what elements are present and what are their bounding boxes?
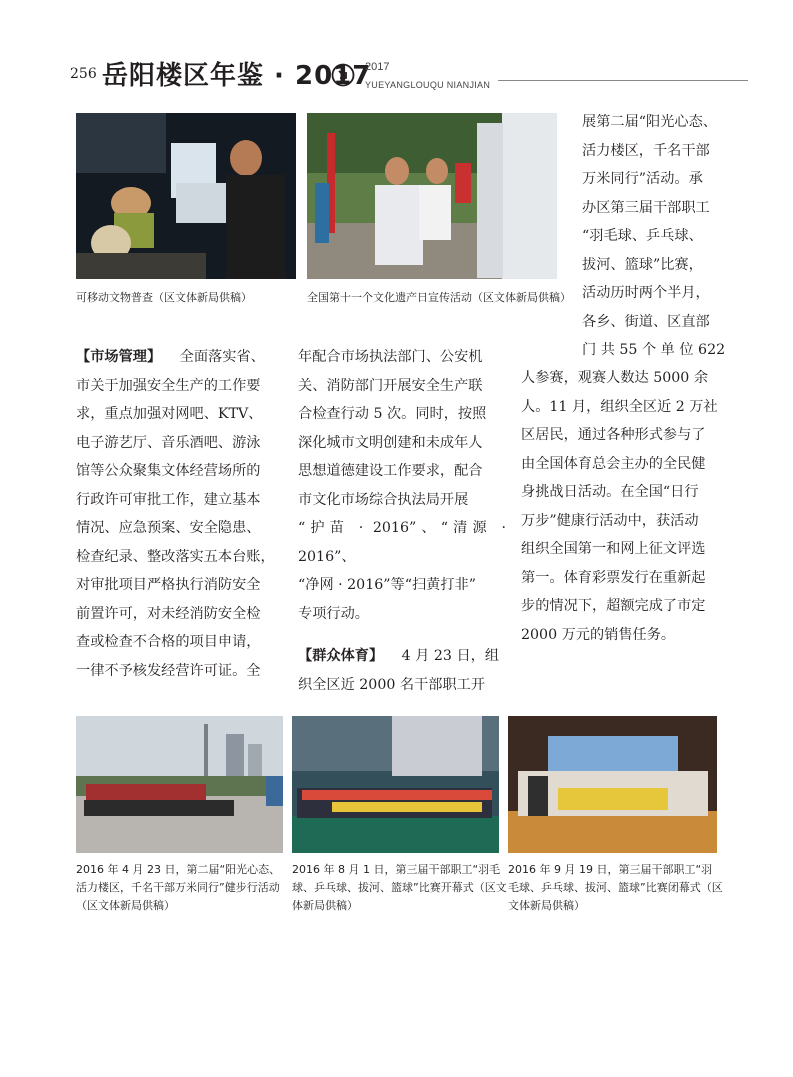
photo-artifact-survey xyxy=(76,113,296,279)
photo-caption: 全国第十一个文化遗产日宣传活动（区文体新局供稿） xyxy=(307,291,571,304)
text-line: 各乡、街道、区直部 xyxy=(582,313,710,330)
photo-walking-event xyxy=(76,716,283,853)
text-line: 市文化市场综合执法局开展 xyxy=(298,491,469,508)
text-line xyxy=(298,642,506,671)
text-line: 身挑战日活动。在全国“日行 xyxy=(521,484,699,500)
photo-opening-ceremony xyxy=(292,716,499,853)
text-line: 行政许可审批工作，建立基本 xyxy=(76,491,261,508)
text-line: “净网 · 2016”等“扫黄打非” xyxy=(298,577,476,593)
text-line: 第一。体育彩票发行在重新起 xyxy=(521,569,706,586)
section-heading-sports: 【群众体育】 xyxy=(298,648,384,664)
text-line: 由全国体育总会主办的全民健 xyxy=(521,455,706,472)
photo-caption: 2016 年 8 月 1 日，第三届干部职工“羽毛球、乒乓球、拔河、篮球”比赛开幕式（区文体新局供稿） xyxy=(292,863,507,912)
photo-caption: 2016 年 4 月 23 日，第二届“阳光心态、活力楼区，千名干部万米同行”健步行活动（区文体新局供稿） xyxy=(76,863,281,912)
photo-heritage-day xyxy=(307,113,557,279)
text-line: 年配合市场执法部门、公安机 xyxy=(298,349,483,365)
text-line: 查或检查不合格的项目申请， xyxy=(76,634,261,650)
text-line: 检查纪录、整改落实五本台账， xyxy=(76,548,275,565)
text-line: 专项行动。 xyxy=(298,605,369,622)
text-line: 情况、应急预案、安全隐患、 xyxy=(76,520,261,536)
text-run: 全面落实省、 xyxy=(179,349,265,365)
header-pinyin: YUEYANGLOUQU NIANJIAN xyxy=(365,80,491,90)
text-line: 步的情况下，超额完成了市定 xyxy=(521,598,706,614)
text-line: 深化城市文明创建和未成年人 xyxy=(298,434,483,451)
section-heading-market: 【市场管理】 xyxy=(76,349,162,365)
text-line: 展第二届“阳光心态、 xyxy=(582,114,717,130)
text-line: 拔河、篮球”比赛， xyxy=(582,256,703,273)
text-line: “护苗 · 2016”、“清源 · 2016”、 xyxy=(298,520,506,565)
text-line: 办区第三届干部职工 xyxy=(582,199,710,216)
photo-closing-ceremony xyxy=(508,716,717,853)
text-line: 人。11 月，组织全区近 2 万社 xyxy=(521,398,718,415)
text-run: 4 月 23 日，组 xyxy=(401,648,500,664)
text-line: 思想道德建设工作要求，配合 xyxy=(298,463,483,479)
text-line: 前置许可，对未经消防安全检 xyxy=(76,605,261,622)
text-line: 市关于加强安全生产的工作要 xyxy=(76,377,261,394)
middle-column xyxy=(298,343,506,699)
header-rule xyxy=(498,80,748,81)
text-line: 万步”健康行活动中，获活动 xyxy=(521,512,699,529)
photo-caption: 可移动文物普查（区文体新局供稿） xyxy=(76,291,252,304)
text-line: 人参赛，观赛人数达 5000 余 xyxy=(521,370,709,386)
header-year: 2017 xyxy=(365,61,390,73)
text-line: 求，重点加强对网吧、KTV、 xyxy=(76,406,263,422)
down-arrow-circle-icon xyxy=(331,63,355,87)
right-column-top xyxy=(582,108,749,365)
text-line: 区居民，通过各种形式参与了 xyxy=(521,427,706,443)
text-line: 组织全国第一和网上征文评选 xyxy=(521,541,706,557)
text-line: 活动历时两个半月， xyxy=(582,285,710,301)
text-line: 活力楼区，千名干部 xyxy=(582,142,710,159)
text-line: 织全区近 2000 名干部职工开 xyxy=(298,676,486,693)
text-line: 馆等公众聚集文体经营场所的 xyxy=(76,463,261,479)
text-line: 一律不予核发经营许可证。全 xyxy=(76,662,261,679)
page-number: 256 xyxy=(70,66,97,82)
paragraph-gap xyxy=(298,628,506,642)
photo-caption: 2016 年 9 月 19 日，第三届干部职工“羽毛球、乒乓球、拔河、篮球”比赛闭幕式（区文体新局供稿） xyxy=(508,863,723,912)
text-line: 关、消防部门开展安全生产联 xyxy=(298,377,483,394)
text-line: 万米同行”活动。承 xyxy=(582,171,703,187)
text-line: 2000 万元的销售任务。 xyxy=(521,626,676,643)
text-line: “羽毛球、乒乓球、 xyxy=(582,228,703,244)
text-line: 门 共 55 个 单 位 622 xyxy=(582,342,726,358)
text-line: 对审批项目严格执行消防安全 xyxy=(76,577,261,593)
text-line: 合检查行动 5 次。同时，按照 xyxy=(298,406,487,422)
left-column xyxy=(76,343,284,685)
book-title: 岳阳楼区年鉴 · 2017 xyxy=(102,61,372,91)
right-column-bottom xyxy=(521,364,749,649)
text-line: 电子游艺厅、音乐酒吧、游泳 xyxy=(76,434,261,451)
text-line xyxy=(76,343,284,372)
